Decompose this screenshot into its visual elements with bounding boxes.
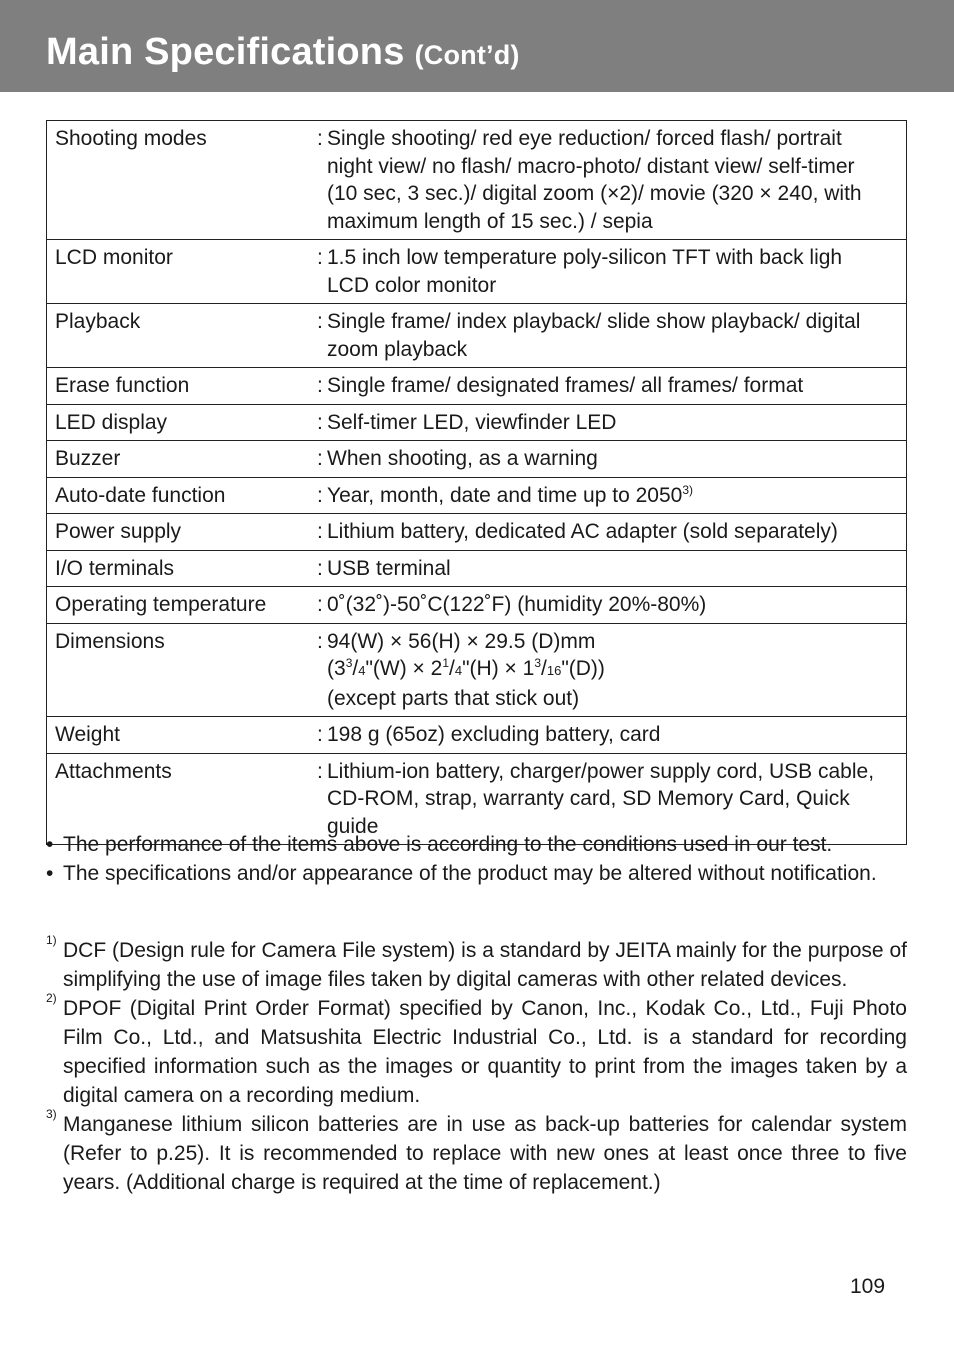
fraction-numerator: 3 <box>534 656 541 670</box>
spec-separator: : <box>317 240 327 304</box>
spec-label: Playback <box>47 304 318 368</box>
spec-value <box>327 587 907 624</box>
spec-value <box>327 477 907 514</box>
imperial-part: (3 <box>327 657 346 680</box>
footnote-marker: 2) <box>46 991 57 1005</box>
spec-row-auto-date-function <box>47 477 907 514</box>
spec-value-line: 198 g (65oz) excluding battery, card <box>327 723 661 746</box>
footnote-1 <box>46 933 907 994</box>
spec-value-line: When shooting, as a warning <box>327 447 598 470</box>
spec-value <box>327 550 907 587</box>
spec-separator: : <box>317 753 327 845</box>
spec-label: Attachments <box>47 753 318 845</box>
spec-value <box>327 304 907 368</box>
spec-value <box>327 514 907 551</box>
spec-label: Shooting modes <box>47 121 318 240</box>
footnote-text: DPOF (Digital Print Order Format) specified by Canon, Inc., Kodak Co., Ltd., Fuji Photo Film Co., Ltd., and Matsushita Electric Industrial Co., Ltd. is a standard for recording specified information such as the images or quantity to print from the images taken by a digital camera on a recording medium. <box>63 997 907 1107</box>
fraction-denominator: 4 <box>454 663 463 678</box>
spec-separator: : <box>317 304 327 368</box>
bullet-icon: • <box>46 861 54 885</box>
spec-row-buzzer <box>47 441 907 478</box>
footnote-marker: 1) <box>46 933 57 947</box>
spec-row-operating-temperature <box>47 587 907 624</box>
spec-value-line: Single frame/ designated frames/ all frames/ format <box>327 374 804 397</box>
footnote-text: Manganese lithium silicon batteries are in use as back-up batteries for calendar system (Refer to p.25). It is recommended to replace with new ones at least once three to five years. (Additional charge is required at the time of replacement.) <box>63 1113 907 1194</box>
spec-row-dimensions <box>47 623 907 717</box>
spec-value-line: LCD color monitor <box>327 273 497 297</box>
spec-row-weight <box>47 717 907 754</box>
spec-label: I/O terminals <box>47 550 318 587</box>
spec-value-line: CD-ROM, strap, warranty card, SD Memory Card, Quick <box>327 787 850 810</box>
page-title-cont: (Cont’d) <box>414 40 520 70</box>
spec-row-shooting-modes <box>47 121 907 240</box>
spec-value <box>327 623 907 717</box>
spec-value-imperial: ($3^3/4"(W)$ × $2^1/4"(H)$ × $1^3/16"(D)$) <box>327 656 605 680</box>
spec-label: Dimensions <box>47 623 318 717</box>
spec-value-line: Year, month, date and time up to 2050 <box>327 483 683 507</box>
spec-value-line: USB terminal <box>327 556 451 580</box>
spec-value-line: Lithium-ion battery, charger/power supply cord, USB cable, <box>327 759 875 783</box>
imperial-part: "(H) × 1 <box>462 657 535 680</box>
bullet-icon: • <box>46 833 54 856</box>
spec-label: Operating temperature <box>47 587 318 624</box>
spec-value-line: Self-timer LED, viewfinder LED <box>327 410 617 434</box>
spec-value-line: 94(W) × 56(H) × 29.5 (D)mm <box>327 629 596 653</box>
spec-value-line: 0˚(32˚)-50˚C(122˚F) (humidity 20%-80%) <box>327 593 707 616</box>
spec-separator: : <box>317 404 327 441</box>
spec-separator: : <box>317 623 327 717</box>
spec-value-line: (10 sec, 3 sec.)/ digital zoom (×2)/ movie (320 × 240, with <box>327 182 862 205</box>
page-title <box>46 33 520 71</box>
spec-value <box>327 441 907 478</box>
spec-separator: : <box>317 587 327 624</box>
note-item <box>46 831 907 860</box>
spec-value-line: Single frame/ index playback/ slide show playback/ digital <box>327 310 861 333</box>
note-text: The performance of the items above is according to the conditions used in our test. <box>63 833 833 856</box>
footnotes-list <box>46 933 907 1197</box>
spec-value <box>327 121 907 240</box>
spec-label: Weight <box>47 717 318 754</box>
fraction-denominator: 4 <box>358 663 366 678</box>
spec-separator: : <box>317 514 327 551</box>
page-number: 109 <box>850 1275 886 1298</box>
footnote-ref-3: 3) <box>682 482 693 497</box>
spec-value-line: maximum length of 15 sec.) / sepia <box>327 209 653 233</box>
page-title-main: Main Specifications <box>46 31 405 73</box>
spec-label: LED display <box>47 404 318 441</box>
spec-value <box>327 368 907 405</box>
fraction-denominator: 16 <box>546 663 562 678</box>
spec-value <box>327 404 907 441</box>
footnote-3 <box>46 1107 907 1197</box>
spec-label: LCD monitor <box>47 240 318 304</box>
spec-value <box>327 240 907 304</box>
specifications-table <box>46 120 907 845</box>
footnote-2 <box>46 991 907 1110</box>
spec-label: Auto-date function <box>47 477 318 514</box>
spec-value <box>327 717 907 754</box>
spec-value-line: Single shooting/ red eye reduction/ forced flash/ portrait <box>327 127 842 150</box>
spec-row-led-display <box>47 404 907 441</box>
spec-separator: : <box>317 477 327 514</box>
note-text: The specifications and/or appearance of the product may be altered without notification. <box>63 861 877 885</box>
spec-value-line: Lithium battery, dedicated AC adapter (sold separately) <box>327 520 838 543</box>
spec-separator: : <box>317 550 327 587</box>
spec-label: Buzzer <box>47 441 318 478</box>
spec-separator: : <box>317 717 327 754</box>
spec-label: Erase function <box>47 368 318 405</box>
spec-value-line: zoom playback <box>327 337 468 361</box>
spec-value-line: 1.5 inch low temperature poly-silicon TFT with back ligh <box>327 246 843 269</box>
spec-separator: : <box>317 441 327 478</box>
imperial-part: "(W) × 2 <box>365 657 443 680</box>
spec-row-io-terminals <box>47 550 907 587</box>
fraction-numerator: 1 <box>442 656 450 670</box>
spec-row-erase-function <box>47 368 907 405</box>
spec-value-line: (except parts that stick out) <box>327 686 580 710</box>
spec-value-line: guide <box>327 814 379 838</box>
spec-row-lcd-monitor <box>47 240 907 304</box>
note-item <box>46 860 907 889</box>
spec-separator: : <box>317 368 327 405</box>
spec-row-playback <box>47 304 907 368</box>
spec-row-power-supply <box>47 514 907 551</box>
spec-separator: : <box>317 121 327 240</box>
spec-label: Power supply <box>47 514 318 551</box>
page-header-bar <box>0 0 954 92</box>
footnote-text: DCF (Design rule for Camera File system) is a standard by JEITA mainly for the purpose of simplifying the use of image files taken by digital cameras with other related devices. <box>63 939 907 991</box>
imperial-part: "(D)) <box>561 657 605 680</box>
notes-list <box>46 831 907 888</box>
footnote-marker: 3) <box>46 1107 57 1121</box>
fraction-numerator: 3 <box>345 656 353 670</box>
spec-value-line: night view/ no flash/ macro-photo/ distant view/ self-timer <box>327 154 855 178</box>
